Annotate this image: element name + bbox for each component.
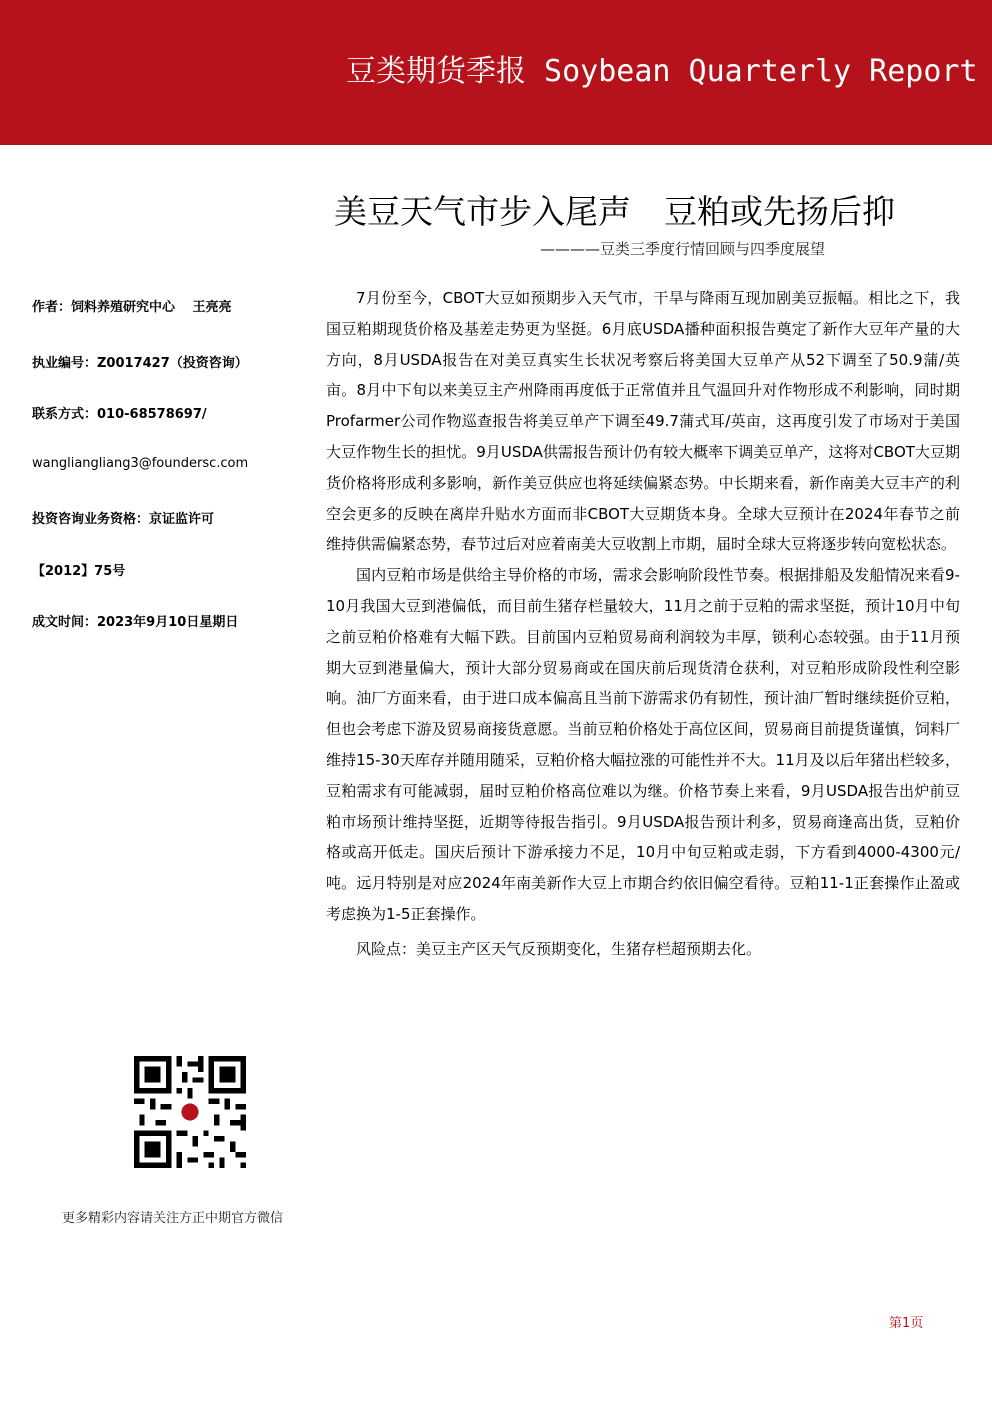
qualification-line: 投资咨询业务资格：京证监许可 [32, 512, 215, 527]
report-subtitle: ————豆类三季度行情回顾与四季度展望 [540, 240, 826, 258]
report-series-title: 豆类期货季报 Soybean Quarterly Report [346, 54, 978, 89]
report-header-banner [0, 0, 992, 145]
wechat-qr-code-icon [134, 1056, 246, 1168]
body-paragraph: 国内豆粕市场是供给主导价格的市场，需求会影响阶段性节奏。根据排船及发船情况来看9-10月我国大豆到港偏低，而目前生猪存栏量较大，11月之前于豆粕的需求坚挺，预计10月中旬之前豆粕价格难有大幅下跌。目前国内豆粕贸易商利润较为丰厚，锁利心态较强。由于11月预期大豆到港量偏大，预计大部分贸易商或在国庆前后现货清仓获利，对豆粕形成阶段性利空影响。油厂方面来看，由于进口成本偏高且当前下游需求仍有韧性，预计油厂暂时继续挺价豆粕，但也会考虑下游及贸易商接货意愿。当前豆粕价格处于高位区间，贸易商目前提货谨慎，饲料厂维持15-30天库存并随用随采，豆粕价格大幅拉涨的可能性并不大。11月及以后年猪出栏较多，豆粕需求有可能减弱，届时豆粕价格高位难以为继。价格节奏上来看，9月USDA报告出炉前豆粕市场预计维持坚挺，近期等待报告指引。9月USDA报告预计利多，贸易商逢高出货，豆粕价格或高开低走。国庆后预计下游承接力不足，10月中旬豆粕或走弱，下方看到4000-4300元/吨。远月特别是对应2024年南美新作大豆上市期合约依旧偏空看待。豆粕11-1正套操作止盈或考虑换为1-5正套操作。 [326, 566, 960, 923]
qualification-number: 【2012】75号 [32, 564, 126, 579]
contact-email[interactable]: wangliangliang3@foundersc.com [32, 456, 249, 471]
page-number: 第1页 [889, 1316, 924, 1331]
license-number: 执业编号：Z0017427（投资咨询） [32, 356, 248, 371]
body-paragraph: 7月份至今，CBOT大豆如预期步入天气市，干旱与降雨互现加剧美豆振幅。相比之下，我国豆粕期现货价格及基差走势更为坚挺。6月底USDA播种面积报告奠定了新作大豆年产量的大方向，8月USDA报告在对美豆真实生长状况考察后将美国大豆单产从52下调至了50.9蒲/英亩。8月中下旬以来美豆主产州降雨再度低于正常值并且气温回升对作物形成不利影响，同时期Profarmer公司作物巡查报告将美豆单产下调至49.7蒲式耳/英亩，这再度引发了市场对于美国大豆作物生长的担忧。9月USDA供需报告预计仍有较大概率下调美豆单产，这将对CBOT大豆期货价格将形成利多影响，新作美豆供应也将延续偏紧态势。中长期来看，新作南美大豆丰产的利空会更多的反映在离岸升贴水方面而非CBOT大豆期货本身。全球大豆预计在2024年春节之前维持供需偏紧态势，春节过后对应着南美大豆收割上市期，届时全球大豆将逐步转向宽松状态。 [326, 289, 960, 554]
author-line: 作者：饲料养殖研究中心 王亮亮 [32, 300, 232, 315]
report-title: 美豆天气市步入尾声 豆粕或先扬后抑 [334, 192, 895, 231]
risk-note: 风险点：美豆主产区天气反预期变化，生猪存栏超预期去化。 [356, 939, 762, 958]
written-date: 成文时间：2023年9月10日星期日 [32, 615, 239, 630]
report-body [326, 283, 960, 965]
contact-phone: 联系方式：010-68578697/ [32, 407, 207, 422]
qr-caption: 更多精彩内容请关注方正中期官方微信 [62, 1211, 284, 1226]
